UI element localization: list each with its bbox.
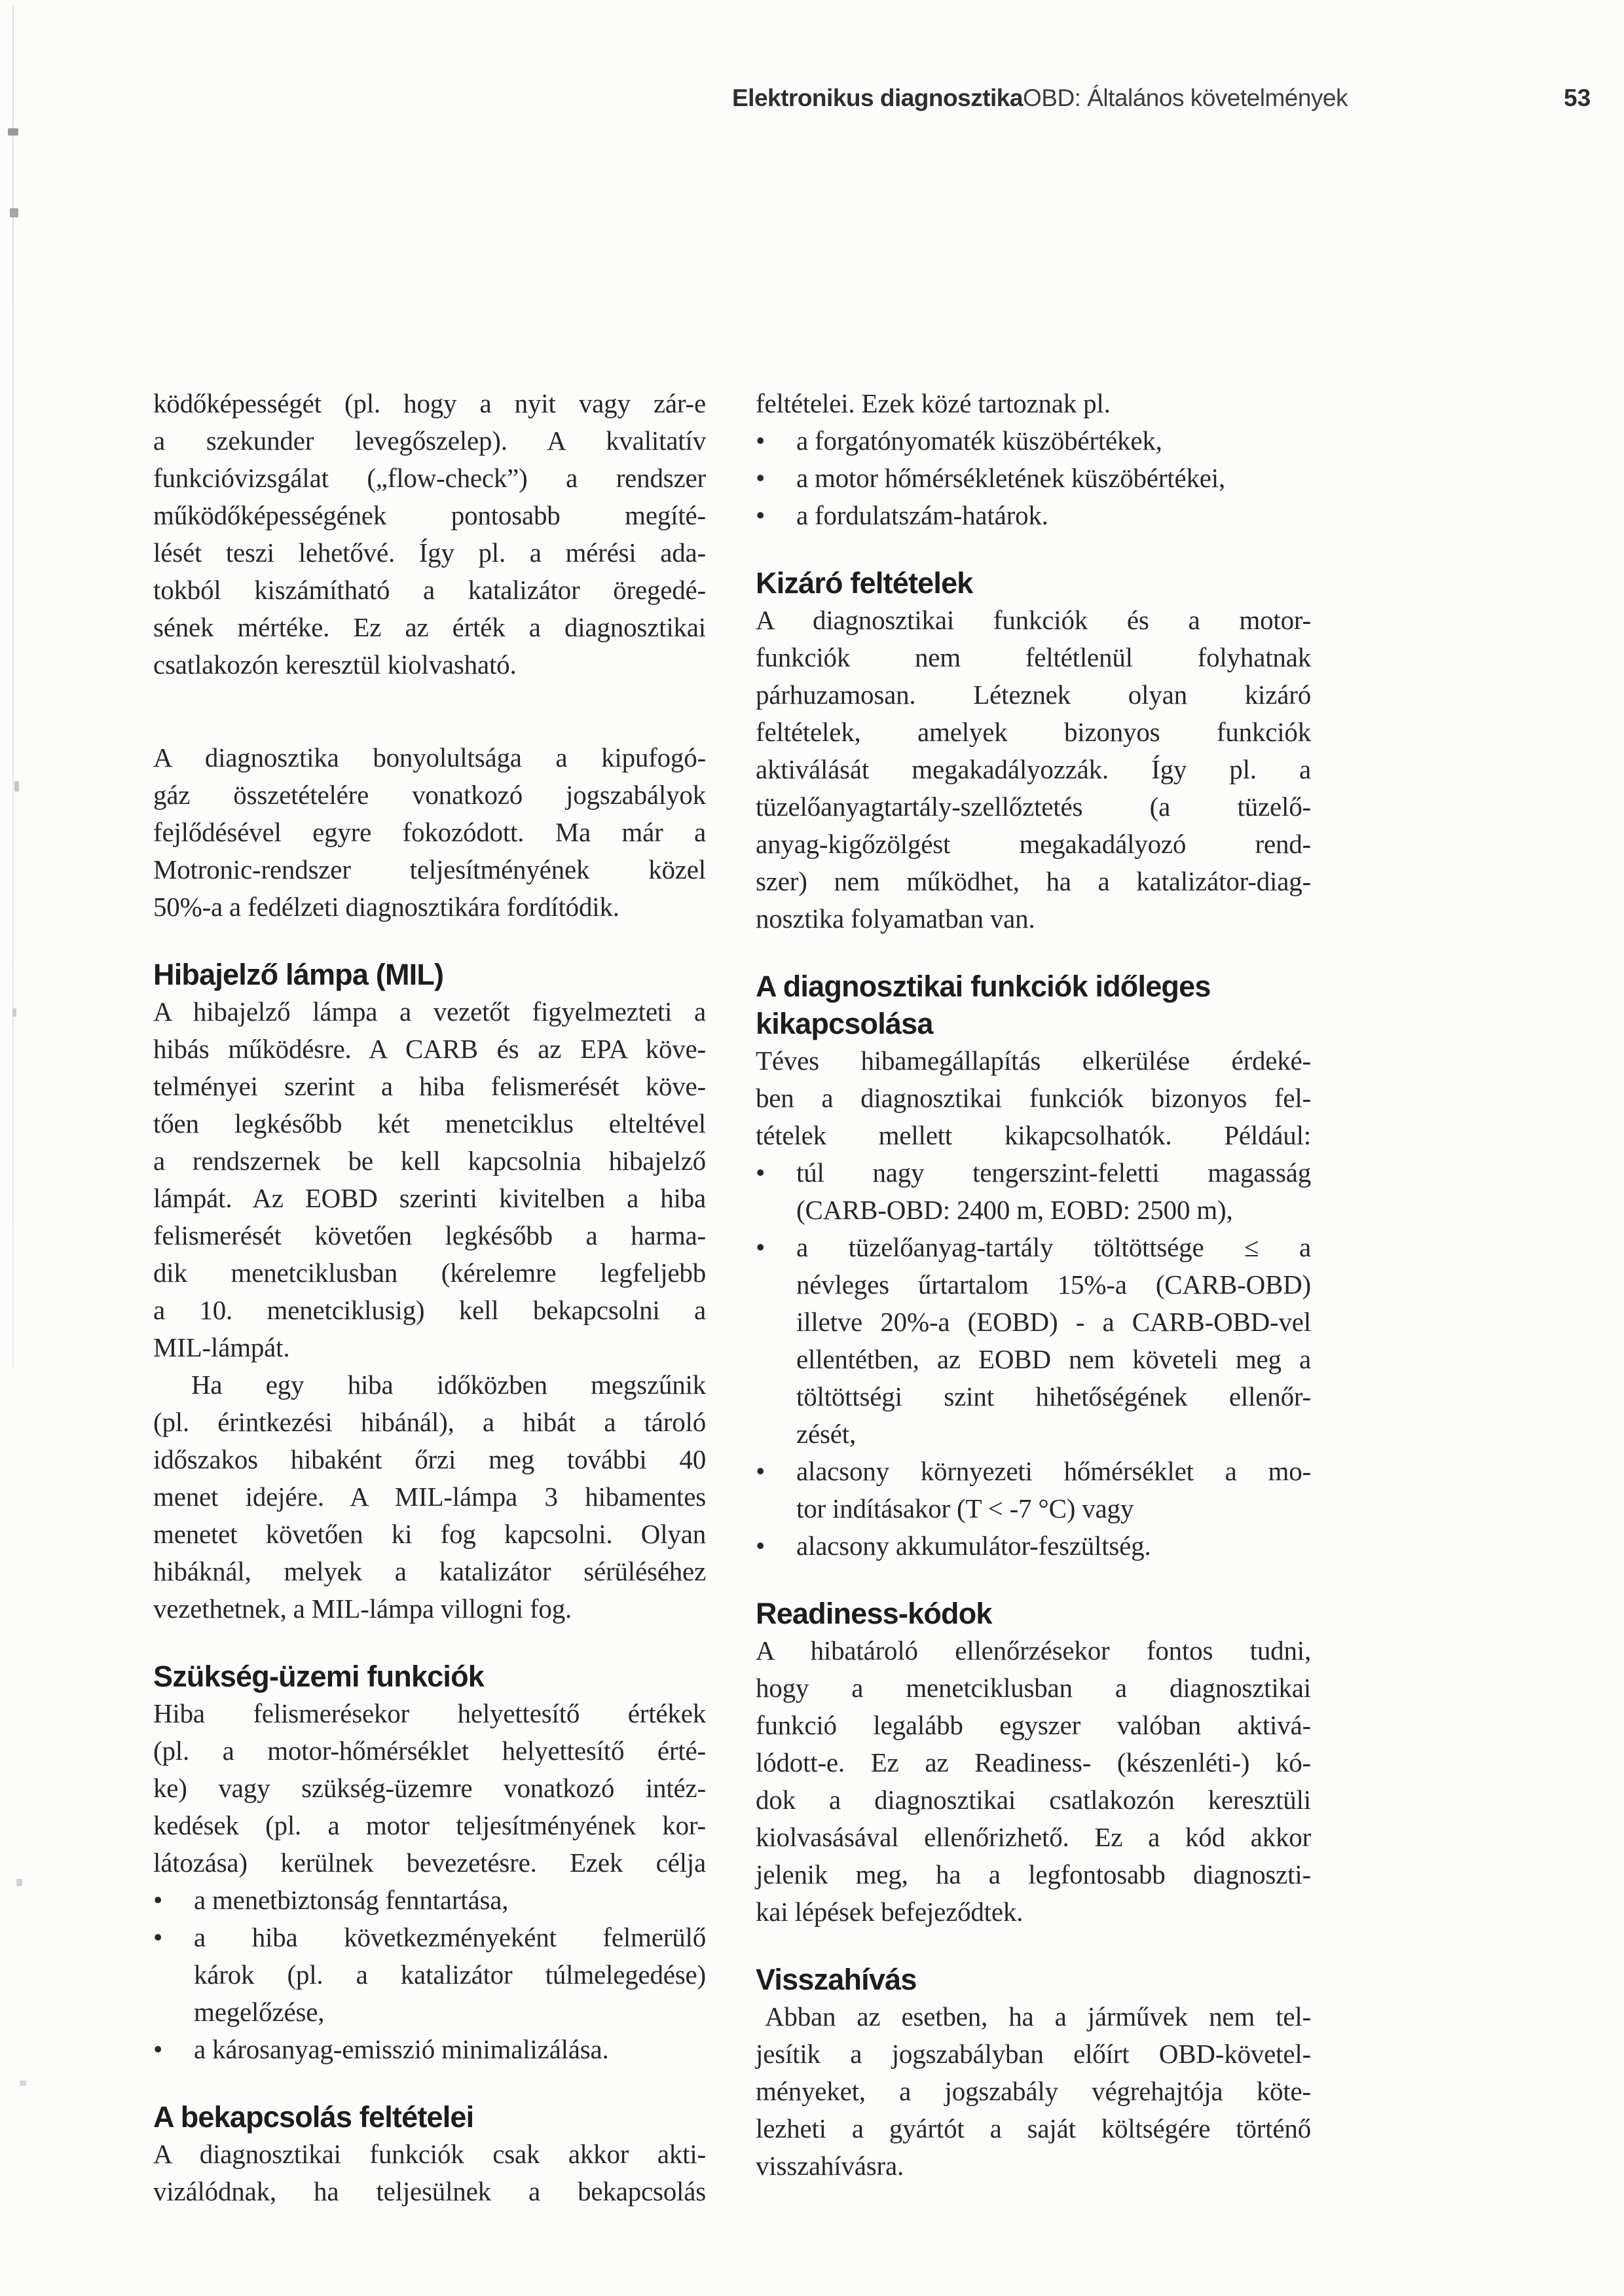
text-line: szer) nem működhet, ha a katalizátor-diag- xyxy=(756,866,1311,896)
bullet-icon: • xyxy=(756,426,766,456)
text-line: funkciók nem feltétlenül folyhatnak xyxy=(756,642,1311,672)
paragraph xyxy=(756,1632,1311,1931)
text-line: nosztika folyamatban van. xyxy=(756,903,1035,934)
text-line: funkcióvizsgálat („flow-check”) a rendszer xyxy=(153,463,706,493)
bullet-item xyxy=(756,497,1311,534)
text-line: 50%-a a fedélzeti diagnosztikára fordítódik. xyxy=(153,892,619,922)
bullet-text xyxy=(796,497,1311,534)
paragraph xyxy=(756,385,1311,422)
text-line: (pl. a motor-hőmérséklet helyettesítő érté- xyxy=(153,1736,706,1766)
text-line: hibás működésre. A CARB és az EPA köve- xyxy=(153,1034,706,1064)
text-line: fejlődésével egyre fokozódott. Ma már a xyxy=(153,817,706,847)
text-line: A hibajelző lámpa a vezetőt figyelmezteti a xyxy=(153,996,706,1027)
paragraph xyxy=(153,385,706,683)
text-line: lését teszi lehetővé. Így pl. a mérési ada- xyxy=(153,538,706,568)
section-heading xyxy=(153,1658,706,1695)
text-line: jelenik meg, ha a legfontosabb diagnoszti- xyxy=(756,1859,1311,1889)
text-line: A hibatároló ellenőrzésekor fontos tudni, xyxy=(756,1635,1311,1666)
text-line: aktiválását megakadályozzák. Így pl. a xyxy=(756,754,1311,784)
heading-line: Hibajelző lámpa (MIL) xyxy=(153,958,444,991)
text-line: A diagnosztikai funkciók és a motor- xyxy=(756,605,1311,635)
bullet-icon: • xyxy=(153,1885,163,1915)
text-line: Ha egy hiba időközben megszűnik xyxy=(191,1370,706,1400)
text-line: hogy a menetciklusban a diagnosztikai xyxy=(756,1673,1311,1703)
text-line: Motronic-rendszer teljesítményének közel xyxy=(153,854,706,884)
text-line: kai lépések befejeződtek. xyxy=(756,1897,1024,1927)
text-line: tor indításakor (T < -7 °C) vagy xyxy=(796,1493,1134,1523)
text-line: látozása) kerülnek bevezetésre. Ezek célja xyxy=(153,1848,706,1878)
bullet-text xyxy=(796,460,1311,497)
text-line: gáz összetételére vonatkozó jogszabályok xyxy=(153,780,706,810)
section-heading xyxy=(756,968,1311,1042)
text-line: kedések (pl. a motor teljesítményének kor- xyxy=(153,1810,706,1840)
text-line: A diagnosztika bonyolultsága a kipufogó- xyxy=(153,742,706,773)
text-line: hibáknál, melyek a katalizátor sérüléséhez xyxy=(153,1556,706,1586)
bullet-item xyxy=(756,1453,1311,1527)
bullet-text xyxy=(796,422,1311,460)
text-line: lódott-e. Ez az Readiness- (készenléti-) kó- xyxy=(756,1747,1311,1777)
bullet-icon: • xyxy=(756,1157,766,1188)
scan-artifact xyxy=(20,2081,26,2086)
bullet-item xyxy=(756,422,1311,460)
running-header xyxy=(0,80,1624,117)
text-line: megelőzése, xyxy=(194,1997,325,2027)
text-line: telményei szerint a hiba felismerését köve- xyxy=(153,1071,706,1101)
text-line: MIL-lámpát. xyxy=(153,1332,290,1362)
section-heading xyxy=(153,956,706,993)
header-section-title: Elektronikus diagnosztika xyxy=(732,84,1023,111)
text-line: jesítik a jogszabályban előírt OBD-követel- xyxy=(756,2039,1311,2069)
heading-line: A bekapcsolás feltételei xyxy=(153,2100,474,2134)
text-line: károk (pl. a katalizátor túlmelegedése) xyxy=(194,1959,706,1990)
text-line: sének mértéke. Ez az érték a diagnosztikai xyxy=(153,612,706,642)
text-line: tüzelőanyagtartály-szellőztetés (a tüzelő- xyxy=(756,792,1311,822)
right-text-column xyxy=(756,385,1311,2185)
text-line: a tüzelőanyag-tartály töltöttsége ≤ a xyxy=(796,1232,1311,1262)
text-line: funkció legalább egyszer valóban aktivá- xyxy=(756,1710,1311,1740)
text-line: alacsony akkumulátor-feszültség. xyxy=(796,1531,1151,1561)
text-line: a 10. menetciklusig) kell bekapcsolni a xyxy=(153,1295,706,1325)
text-line: (CARB-OBD: 2400 m, EOBD: 2500 m), xyxy=(796,1195,1233,1225)
text-line: lezheti a gyártót a saját költségére történő xyxy=(756,2113,1311,2143)
bullet-text xyxy=(796,1527,1311,1565)
text-line: ke) vagy szükség-üzemre vonatkozó intéz- xyxy=(153,1773,706,1803)
text-line: névleges űrtartalom 15%-a (CARB-OBD) xyxy=(796,1269,1311,1300)
text-line: csatlakozón keresztül kiolvasható. xyxy=(153,649,517,680)
text-line: illetve 20%-a (EOBD) - a CARB-OBD-vel xyxy=(796,1307,1311,1337)
text-line: vizálódnak, ha teljesülnek a bekapcsolás xyxy=(153,2176,706,2206)
bullet-icon: • xyxy=(153,2034,163,2064)
text-line: a szekunder levegőszelep). A kvalitatív xyxy=(153,426,706,456)
text-line: tően legkésőbb két menetciklus elteltével xyxy=(153,1108,706,1139)
paragraph xyxy=(756,1998,1311,2185)
text-line: dik menetciklusban (kérelemre legfeljebb xyxy=(153,1258,706,1288)
text-line: menetet követően ki fog kapcsolni. Olyan xyxy=(153,1519,706,1549)
text-line: tokból kiszámítható a katalizátor öregedé- xyxy=(153,575,706,605)
page-number: 53 xyxy=(1564,84,1591,111)
bullet-icon: • xyxy=(756,1531,766,1561)
text-line: a hiba következményeként felmerülő xyxy=(194,1922,706,1952)
bullet-item xyxy=(153,1919,706,2031)
text-line: alacsony környezeti hőmérséklet a mo- xyxy=(796,1456,1311,1486)
text-line: ellentétben, az EOBD nem követeli meg a xyxy=(796,1344,1311,1374)
text-line: dok a diagnosztikai csatlakozón keresztüli xyxy=(756,1785,1311,1815)
bullet-icon: • xyxy=(756,1232,766,1262)
scan-artifact xyxy=(16,1879,22,1886)
heading-line: Readiness-kódok xyxy=(756,1597,992,1630)
text-line: feltételei. Ezek közé tartoznak pl. xyxy=(756,388,1111,418)
text-line: A diagnosztikai funkciók csak akkor akti- xyxy=(153,2139,706,2169)
left-text-column xyxy=(153,385,706,2210)
text-line: feltételek, amelyek bizonyos funkciók xyxy=(756,717,1311,747)
section-heading xyxy=(756,564,1311,602)
scan-artifact xyxy=(12,1008,16,1017)
text-line: Téves hibamegállapítás elkerülése érdeké- xyxy=(756,1046,1311,1076)
bullet-text xyxy=(796,1229,1311,1453)
text-line: a rendszernek be kell kapcsolnia hibajelző xyxy=(153,1146,706,1176)
text-line: működőképességének pontosabb megíté- xyxy=(153,500,706,530)
text-line: felismerését követően legkésőbb a harma- xyxy=(153,1220,706,1250)
text-line: visszahívásra. xyxy=(756,2151,904,2181)
bullet-item xyxy=(756,1229,1311,1453)
bullet-icon: • xyxy=(756,1456,766,1486)
text-line: Abban az esetben, ha a járművek nem tel- xyxy=(765,2001,1311,2032)
text-line: lámpát. Az EOBD szerinti kivitelben a hiba xyxy=(153,1183,706,1213)
text-line: ben a diagnosztikai funkciók bizonyos fel- xyxy=(756,1083,1311,1113)
heading-line: kikapcsolása xyxy=(756,1007,933,1040)
text-line: anyag-kigőzölgést megakadályozó rend- xyxy=(756,829,1311,859)
text-line: a károsanyag-emisszió minimalizálása. xyxy=(194,2034,609,2064)
bullet-text xyxy=(194,1919,706,2031)
section-heading xyxy=(153,2098,706,2136)
paragraph xyxy=(153,2136,706,2210)
bullet-icon: • xyxy=(153,1922,163,1952)
text-line: a fordulatszám-határok. xyxy=(796,500,1048,530)
heading-line: A diagnosztikai funkciók időleges xyxy=(756,970,1211,1003)
text-line: vezethetnek, a MIL-lámpa villogni fog. xyxy=(153,1594,572,1624)
text-line: túl nagy tengerszint-feletti magasság xyxy=(796,1157,1311,1188)
text-line: ködőképességét (pl. hogy a nyit vagy zár-e xyxy=(153,388,706,418)
heading-line: Visszahívás xyxy=(756,1963,917,1996)
text-line: zését, xyxy=(796,1419,856,1449)
bullet-item xyxy=(756,1154,1311,1229)
paragraph xyxy=(756,602,1311,938)
bullet-item xyxy=(756,1527,1311,1565)
text-line: a motor hőmérsékletének küszöbértékei, xyxy=(796,463,1225,493)
header-subsection-title: OBD: Általános követelmények xyxy=(1023,84,1348,111)
scan-artifact xyxy=(10,208,18,217)
bullet-text xyxy=(194,1882,706,1919)
scan-artifact xyxy=(8,128,18,136)
heading-line: Kizáró feltételek xyxy=(756,566,973,600)
section-heading xyxy=(756,1595,1311,1632)
paragraph xyxy=(153,739,706,926)
bullet-text xyxy=(796,1154,1311,1229)
bullet-icon: • xyxy=(756,500,766,530)
text-line: tételek mellett kikapcsolhatók. Például: xyxy=(756,1120,1311,1150)
text-line: menet idejére. A MIL-lámpa 3 hibamentes xyxy=(153,1482,706,1512)
bullet-icon: • xyxy=(756,463,766,493)
scan-artifact xyxy=(14,781,19,792)
text-line: ményeket, a jogszabály végrehajtója köte- xyxy=(756,2076,1311,2106)
bullet-text xyxy=(796,1453,1311,1527)
text-line: Hiba felismerésekor helyettesítő értékek xyxy=(153,1698,706,1728)
paragraph xyxy=(153,993,706,1366)
bullet-item xyxy=(153,1882,706,1919)
section-heading xyxy=(756,1961,1311,1998)
text-line: a menetbiztonság fenntartása, xyxy=(194,1885,509,1915)
text-line: a forgatónyomaték küszöbértékek, xyxy=(796,426,1162,456)
text-line: párhuzamosan. Léteznek olyan kizáró xyxy=(756,680,1311,710)
bullet-text xyxy=(194,2031,706,2068)
bullet-item xyxy=(756,460,1311,497)
paragraph xyxy=(153,1366,706,1628)
text-line: töltöttségi szint hihetőségének ellenőr- xyxy=(796,1381,1311,1412)
text-line: (pl. érintkezési hibánál), a hibát a tároló xyxy=(153,1407,706,1437)
heading-line: Szükség-üzemi funkciók xyxy=(153,1660,485,1693)
paragraph xyxy=(153,1695,706,1882)
text-line: időszakos hibaként őrzi meg további 40 xyxy=(153,1444,706,1474)
paragraph xyxy=(756,1042,1311,1154)
text-line: kiolvasásával ellenőrizhető. Ez a kód akkor xyxy=(756,1822,1311,1852)
bullet-item xyxy=(153,2031,706,2068)
